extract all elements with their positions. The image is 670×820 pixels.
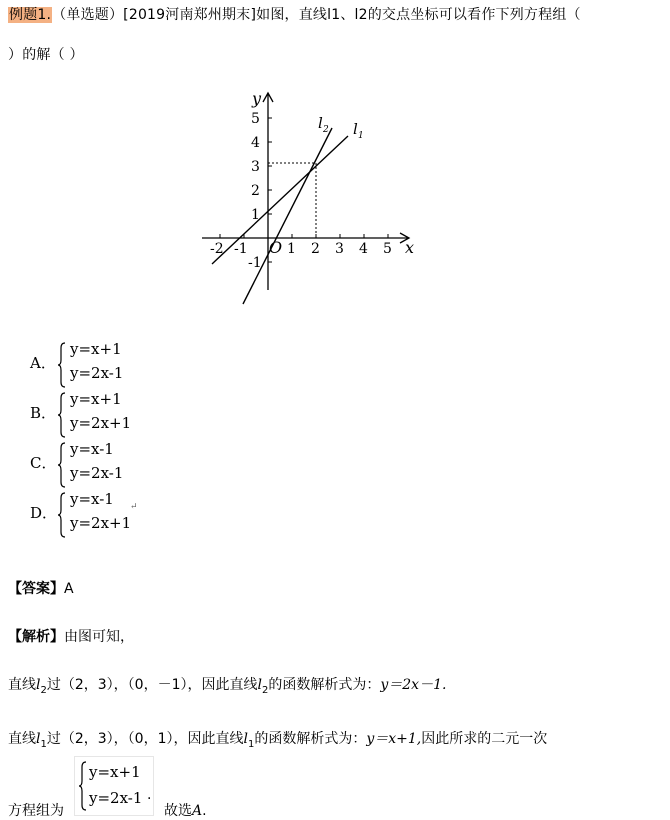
x-tick-label: 4	[359, 241, 368, 257]
brace-icon	[79, 761, 87, 811]
line-name: l	[257, 677, 262, 693]
y-tick-label: 2	[251, 183, 260, 199]
option-eq-1: y=x-1	[70, 440, 114, 458]
y-tick-label: 5	[251, 111, 260, 127]
option-eq-1: y=x-1	[70, 490, 114, 508]
question-tag: 例题1.	[9, 7, 52, 23]
y-tick-label: 4	[251, 135, 260, 151]
question-line-2: ）的解（ ）	[8, 47, 84, 63]
analysis-l2-line	[8, 674, 446, 696]
x-tick-label: -1	[234, 241, 248, 257]
option-c[interactable]	[30, 442, 230, 488]
line-sub: 1	[40, 739, 47, 750]
x-axis-label: x	[405, 238, 415, 257]
y-tick-label: 3	[251, 159, 260, 175]
line-sub: 2	[261, 685, 269, 696]
brace-icon	[58, 392, 66, 438]
analysis-l1-line	[8, 728, 547, 750]
label-l1: l	[353, 120, 358, 138]
text: 过（2，3），（0，－1），因此直线	[46, 677, 258, 693]
line-sub: 2	[40, 685, 47, 696]
x-tick-label: 3	[335, 241, 344, 257]
option-eq-1: y=x+1	[70, 340, 122, 358]
analysis-label: 【解析】	[8, 629, 64, 645]
coordinate-graph	[196, 86, 426, 308]
text: .	[202, 803, 207, 819]
origin-label: O	[269, 238, 283, 257]
formula-l2: y＝2x－1.	[380, 677, 447, 693]
option-letter: B．	[30, 404, 57, 422]
line-name: l	[36, 677, 41, 693]
answer-label: 【答案】	[8, 581, 64, 597]
text: 过（2，3），（0，1），因此直线	[46, 731, 244, 747]
option-eq-2: y=2x+1	[70, 414, 132, 432]
question-line-1	[8, 4, 581, 24]
answer-value: A	[64, 581, 74, 597]
line-sub: 1	[247, 739, 255, 750]
y-axis-label: y	[252, 89, 262, 108]
option-eq-2: y=2x-1	[70, 364, 124, 382]
line-name: l	[243, 731, 248, 747]
x-tick-label: 1	[287, 241, 296, 257]
option-letter: A．	[30, 354, 56, 372]
brace-icon	[58, 492, 66, 538]
answer-line	[8, 578, 74, 598]
y-tick-label: 1	[251, 207, 260, 223]
text: 直线	[8, 677, 36, 693]
label-l1-sub: 1	[358, 131, 364, 141]
choice: A	[192, 803, 203, 819]
option-letter: C．	[30, 454, 57, 472]
system-box	[74, 756, 154, 816]
option-b[interactable]	[30, 392, 230, 438]
label-l2-sub: 2	[323, 125, 329, 135]
option-a[interactable]	[30, 342, 230, 388]
label-l2: l	[318, 114, 323, 132]
text: 的函数解析式为：	[268, 677, 381, 693]
formula-l1: y＝x+1,	[366, 731, 422, 747]
option-eq-1: y=x+1	[70, 390, 122, 408]
option-eq-2: y=2x+1	[70, 514, 132, 532]
system-post-line	[164, 800, 207, 820]
system-eq-2: y=2x-1	[89, 789, 143, 807]
x-tick-label: -2	[210, 241, 224, 257]
option-letter: D．	[30, 504, 58, 522]
question-text: （单选题）[2019河南郑州期末]如图，直线l1、l2的交点坐标可以看作下列方程组（	[52, 7, 581, 23]
x-tick-label: 2	[311, 241, 320, 257]
y-tick-label: -1	[248, 255, 262, 271]
analysis-intro: 由图可知，	[64, 629, 134, 645]
analysis-intro-line	[8, 626, 134, 646]
brace-icon	[58, 342, 66, 388]
option-d[interactable]	[30, 492, 230, 538]
text: 直线	[8, 731, 36, 747]
return-mark: ↵	[130, 502, 138, 512]
text: 的函数解析式为：	[254, 731, 367, 747]
x-tick-label: 5	[383, 241, 392, 257]
brace-icon	[58, 442, 66, 488]
text: 因此所求的二元一次	[421, 731, 548, 747]
option-eq-2: y=2x-1	[70, 464, 124, 482]
system-dot: .	[147, 787, 152, 803]
system-pre: 方程组为	[8, 803, 64, 819]
line-name: l	[36, 731, 41, 747]
system-eq-1: y=x+1	[89, 763, 141, 781]
text: 故选	[164, 803, 192, 819]
